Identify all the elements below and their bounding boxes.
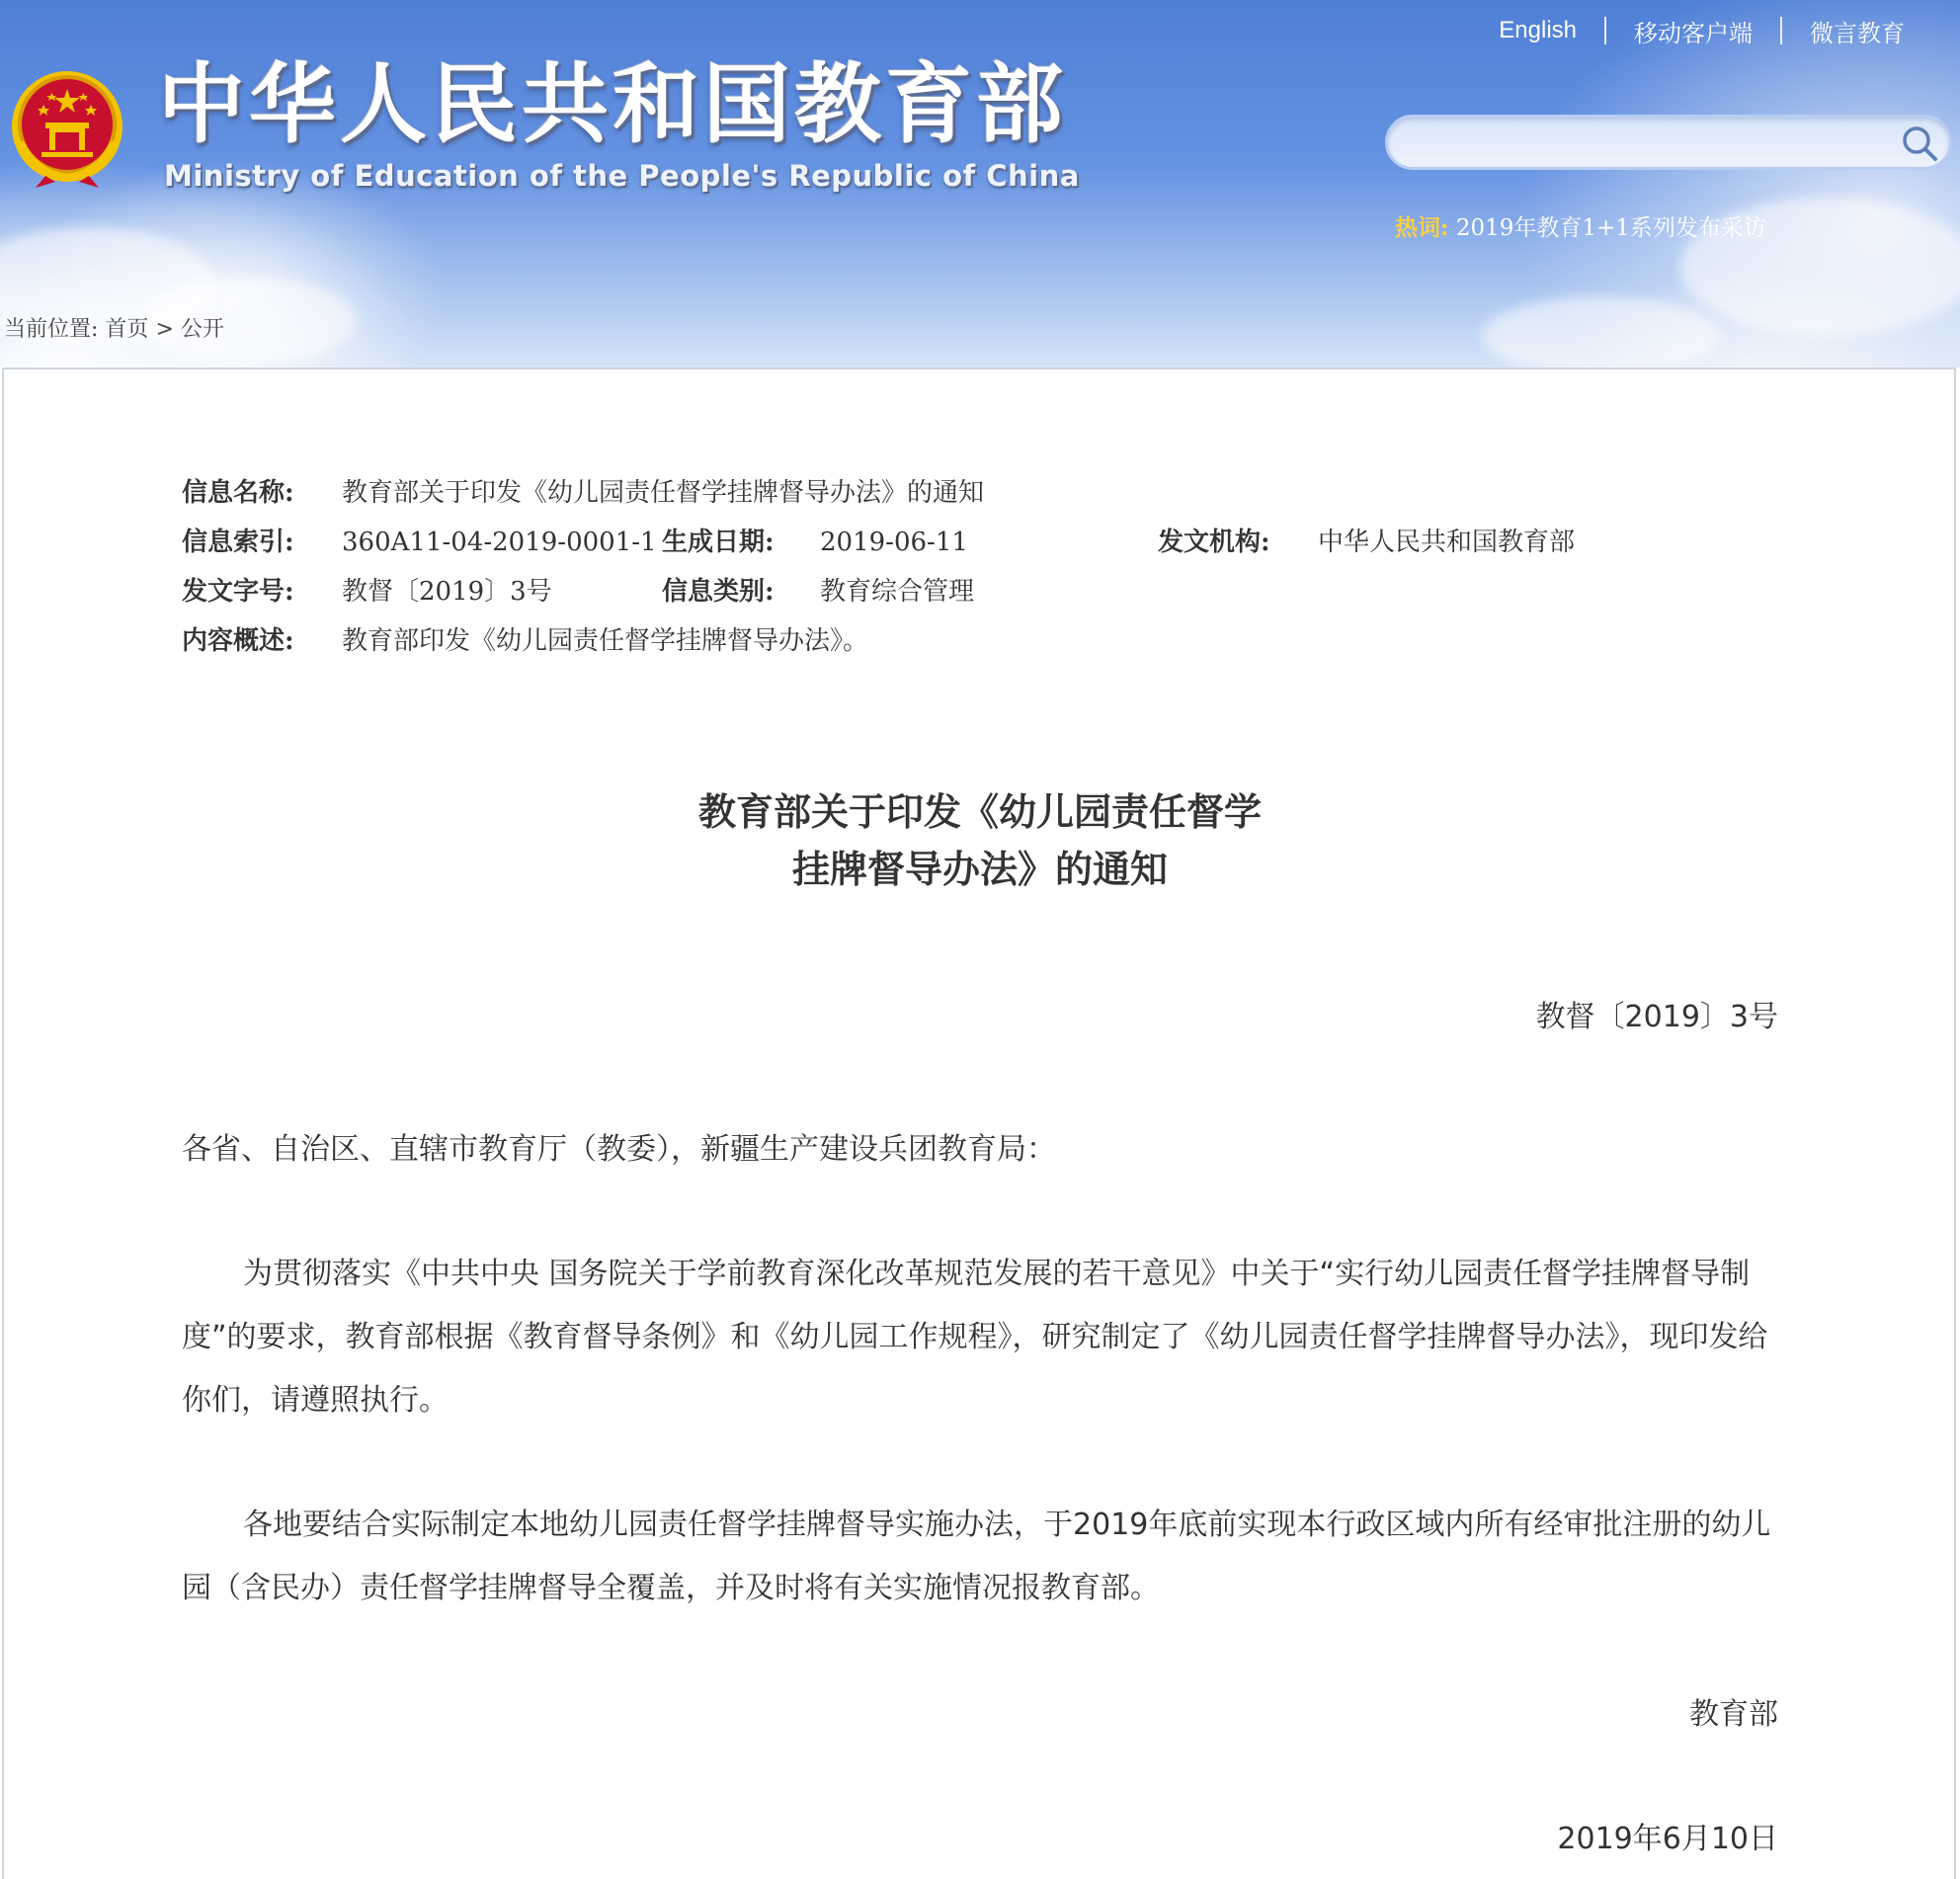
- info-index-label: 信息索引:: [182, 528, 294, 557]
- content-panel: [2, 368, 1956, 1879]
- document-paragraph: 为贯彻落实《中共中央 国务院关于学前教育深化改革规范发展的若干意见》中关于“实行幼儿园责任督学挂牌督导制度”的要求，教育部根据《教育督导条例》和《幼儿园工作规程》，研究制定了《幼儿园责任督学挂牌督导办法》，现印发给你们，请遵照执行。: [182, 1257, 1768, 1418]
- info-summary-label: 内容概述:: [182, 626, 294, 656]
- search-icon[interactable]: [1898, 122, 1941, 165]
- info-docno-label: 发文字号:: [182, 577, 294, 607]
- info-name-label: 信息名称:: [182, 478, 294, 508]
- nav-link-english[interactable]: English: [1499, 17, 1577, 43]
- info-agency-value: 中华人民共和国教育部: [1318, 528, 1576, 557]
- document-number: 教督〔2019〕3号: [1535, 1000, 1778, 1034]
- info-date-label: 生成日期:: [662, 528, 775, 557]
- info-docno-value: 教督〔2019〕3号: [342, 577, 552, 607]
- info-summary-value: 教育部印发《幼儿园责任督学挂牌督导办法》。: [342, 626, 869, 656]
- breadcrumb-current-link[interactable]: 公开: [180, 317, 224, 342]
- nav-divider: [1780, 17, 1782, 44]
- document-date: 2019年6月10日: [1557, 1822, 1778, 1856]
- document-signer: 教育部: [1689, 1697, 1778, 1732]
- nav-link-weiyan[interactable]: 微言教育: [1810, 20, 1905, 47]
- site-title: 中华人民共和国教育部: [158, 53, 1068, 155]
- site-subtitle: Ministry of Education of the People's Republic of China: [164, 159, 1080, 193]
- document-paragraph: 各地要结合实际制定本地幼儿园责任督学挂牌督导实施办法，于2019年底前实现本行政区域内所有经审批注册的幼儿园（含民办）责任督学挂牌督导全覆盖，并及时将有关实施情况报教育部。: [182, 1508, 1771, 1605]
- breadcrumb-separator: >: [155, 317, 174, 342]
- hotwords: [1395, 209, 1766, 242]
- info-name-value: 教育部关于印发《幼儿园责任督学挂牌督导办法》的通知: [342, 478, 985, 508]
- hotword-link[interactable]: 2019年教育1+1系列发布采访: [1455, 215, 1766, 241]
- search-input[interactable]: [1408, 123, 1886, 163]
- document-title-line1: 教育部关于印发《幼儿园责任督学: [697, 790, 1262, 834]
- nav-link-mobile-client[interactable]: 移动客户端: [1634, 20, 1753, 47]
- info-category-value: 教育综合管理: [820, 577, 975, 607]
- info-index-value: 360A11-04-2019-0001-1: [342, 528, 657, 557]
- document-addressee: 各省、自治区、直辖市教育厅（教委），新疆生产建设兵团教育局：: [182, 1132, 1056, 1167]
- info-category-label: 信息类别:: [662, 577, 775, 607]
- info-date-value: 2019-06-11: [820, 528, 968, 557]
- nav-divider: [1604, 17, 1606, 44]
- hotwords-label: 热词:: [1395, 214, 1449, 241]
- breadcrumb-prefix: 当前位置:: [4, 317, 99, 342]
- breadcrumb: [4, 312, 224, 343]
- national-emblem-icon: [6, 65, 128, 192]
- breadcrumb-home-link[interactable]: 首页: [105, 317, 149, 342]
- search-box: [1385, 115, 1952, 170]
- top-nav: [1499, 14, 1905, 47]
- info-agency-label: 发文机构:: [1158, 528, 1270, 557]
- cloud-decoration: [1482, 296, 1719, 368]
- site-header: [0, 0, 1960, 368]
- document-title-line2: 挂牌督导办法》的通知: [791, 848, 1168, 891]
